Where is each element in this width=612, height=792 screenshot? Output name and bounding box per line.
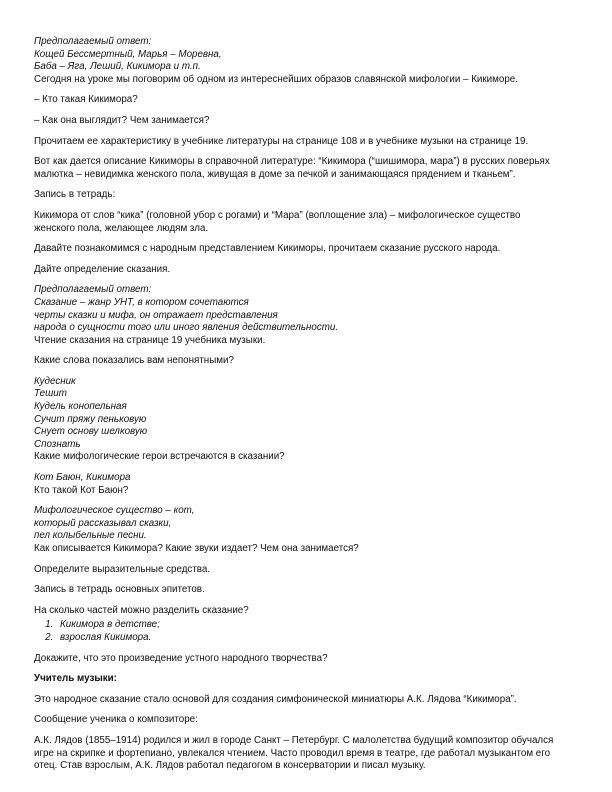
paragraph-line: малютка – невидимка женского пола, живущая в доме за печкой и занимающаяся прядением и тканьем”. bbox=[34, 168, 516, 180]
answer-line: черты сказки и мифа, он отражает представления bbox=[34, 309, 278, 321]
question: – Кто такая Кикимора? bbox=[34, 94, 138, 106]
answer-line: Кощей Бессмертный, Марья – Моревна, bbox=[34, 48, 222, 60]
paragraph: Это народное сказание стало основой для создания симфонической миниатюры А.К. Лядова “Кикимора”. bbox=[34, 693, 517, 705]
list-item: 1. Кикимора в детстве; bbox=[56, 619, 582, 632]
notebook-note-label: Запись в тетрадь: bbox=[34, 189, 116, 201]
word-item: Сучит пряжу пеньковую bbox=[34, 413, 147, 425]
paragraph-line: Вот как дается описание Кикиморы в справочной литературе: “Кикимора (“шишимора, мара”) в русских поверьях bbox=[34, 156, 550, 168]
cat-bayun-answer bbox=[34, 505, 582, 543]
word-item: Кудель конопельная bbox=[34, 401, 127, 413]
expected-answer-legend bbox=[34, 284, 582, 334]
paragraph: Давайте познакомимся с народным представлением Кикиморы, прочитаем сказание русского народа. bbox=[34, 243, 501, 255]
answer-line: народа о сущности того или иного явления действительности. bbox=[34, 322, 339, 334]
answer-line: Мифологическое существо – кот, bbox=[34, 505, 195, 517]
expected-answer-label: Предполагаемый ответ: bbox=[34, 36, 152, 47]
task: Дайте определение сказания. bbox=[34, 263, 171, 275]
lesson-text bbox=[34, 36, 582, 773]
paragraph-line: игре на скрипке и фортепиано, увлекался чтением. Часто проводил время в театре, где работал музыкантом его bbox=[34, 747, 551, 759]
paragraph-line: отец. Став взрослым, А.К. Лядов работал педагогом в консерватории и писал музыку. bbox=[34, 760, 426, 772]
unknown-words-list bbox=[34, 376, 582, 452]
answer-line: который рассказывал сказки, bbox=[34, 517, 172, 529]
paragraph: Сообщение ученика о композиторе: bbox=[34, 714, 198, 726]
task: Запись в тетрадь основных эпитетов. bbox=[34, 584, 205, 596]
answer-line: Баба – Яга, Леший, Кикимора и т.п. bbox=[34, 61, 201, 73]
parts-list bbox=[34, 619, 582, 644]
paragraph: Сегодня на уроке мы поговорим об одном из интереснейших образов славянской мифологии – Кикиморе. bbox=[34, 73, 518, 85]
expected-answer-heroes bbox=[34, 36, 582, 74]
paragraph-line: женского пола, желающее людям зла. bbox=[34, 222, 209, 234]
kikimora-definition bbox=[34, 210, 582, 235]
word-item: Кудесник bbox=[34, 375, 76, 387]
paragraph-line: А.К. Лядов (1855–1914) родился и жил в городе Санкт – Петербург. С малолетства будущий композитор обучался bbox=[34, 734, 554, 746]
paragraph-line: Кикимора от слов “кика” (головной убор с рогами) и “Мара” (воплощение зла) – мифологическое существо bbox=[34, 209, 521, 221]
question: На сколько частей можно разделить сказание? bbox=[34, 604, 249, 616]
task: Определите выразительные средства. bbox=[34, 563, 211, 575]
paragraph: Прочитаем ее характеристику в учебнике литературы на странице 108 и в учебнике музыки на странице 19. bbox=[34, 135, 529, 147]
answer-line: Кот Баюн, Кикимора bbox=[34, 472, 131, 484]
question: Докажите, что это произведение устного народного творчества? bbox=[34, 652, 328, 664]
word-item: Спознать bbox=[34, 438, 81, 450]
question: Какие мифологические герои встречаются в сказании? bbox=[34, 451, 285, 463]
composer-biography bbox=[34, 735, 582, 773]
paragraph: Чтение сказания на странице 19 учебника музыки. bbox=[34, 334, 266, 346]
word-item: Снует основу шелковую bbox=[34, 426, 148, 438]
question: Кто такой Кот Баюн? bbox=[34, 484, 129, 496]
answer-line: пел колыбельные песни. bbox=[34, 530, 147, 542]
list-item: 2. взрослая Кикимора. bbox=[56, 632, 582, 645]
word-item: Тешит bbox=[34, 388, 67, 400]
expected-answer-label: Предполагаемый ответ: bbox=[34, 284, 152, 296]
question: Какие слова показались вам непонятными? bbox=[34, 355, 234, 367]
question: – Как она выглядит? Чем занимается? bbox=[34, 114, 210, 126]
answer-line: Сказание – жанр УНТ, в котором сочетаются bbox=[34, 296, 249, 308]
reference-description bbox=[34, 156, 582, 181]
question: Как описывается Кикимора? Какие звуки издает? Чем она занимается? bbox=[34, 543, 359, 554]
section-heading: Учитель музыки: bbox=[34, 673, 117, 685]
